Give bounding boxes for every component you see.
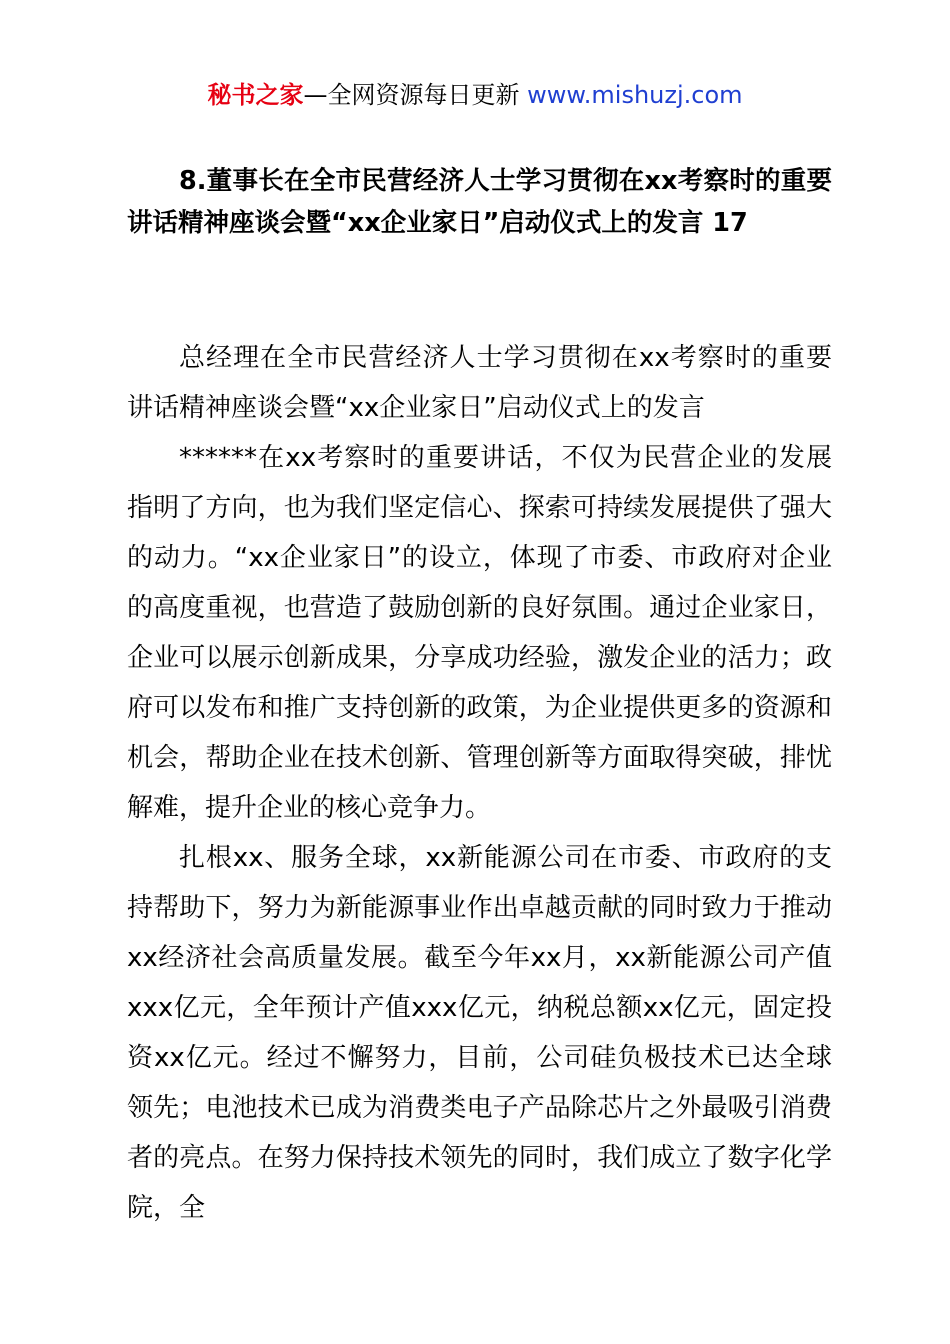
site-brand: 秘书之家 <box>207 81 304 109</box>
document-title: 8.董事长在全市民营经济人士学习贯彻在xx考察时的重要讲话精神座谈会暨“xx企业家日”启动仪式上的发言 17 <box>127 166 832 238</box>
paragraph-1: 总经理在全市民营经济人士学习贯彻在xx考察时的重要讲话精神座谈会暨“xx企业家日”启动仪式上的发言 <box>127 343 832 423</box>
site-header <box>0 78 950 112</box>
site-tagline: —全网资源每日更新 <box>303 81 528 109</box>
document-body <box>127 333 832 1233</box>
paragraph-3: 扎根xx、服务全球，xx新能源公司在市委、市政府的支持帮助下，努力为新能源事业作出卓越贡献的同时致力于推动xx经济社会高质量发展。截至今年xx月，xx新能源公司产值xxx亿元，全年预计产值xxx亿元，纳税总额xx亿元，固定投资xx亿元。经过不懈努力，目前，公司硅负极技术已达全球领先；电池技术已成为消费类电子产品除芯片之外最吸引消费者的亮点。在努力保持技术领先的同时，我们成立了数字化学院，全 <box>127 843 832 1223</box>
site-url-link[interactable]: www.mishuzj.com <box>527 81 743 109</box>
paragraph-2: ******在xx考察时的重要讲话，不仅为民营企业的发展指明了方向，也为我们坚定信心、探索可持续发展提供了强大的动力。“xx企业家日”的设立，体现了市委、市政府对企业的高度重视，也营造了鼓励创新的良好氛围。通过企业家日，企业可以展示创新成果，分享成功经验，激发企业的活力；政府可以发布和推广支持创新的政策，为企业提供更多的资源和机会，帮助企业在技术创新、管理创新等方面取得突破，排忧解难，提升企业的核心竞争力。 <box>127 443 832 823</box>
